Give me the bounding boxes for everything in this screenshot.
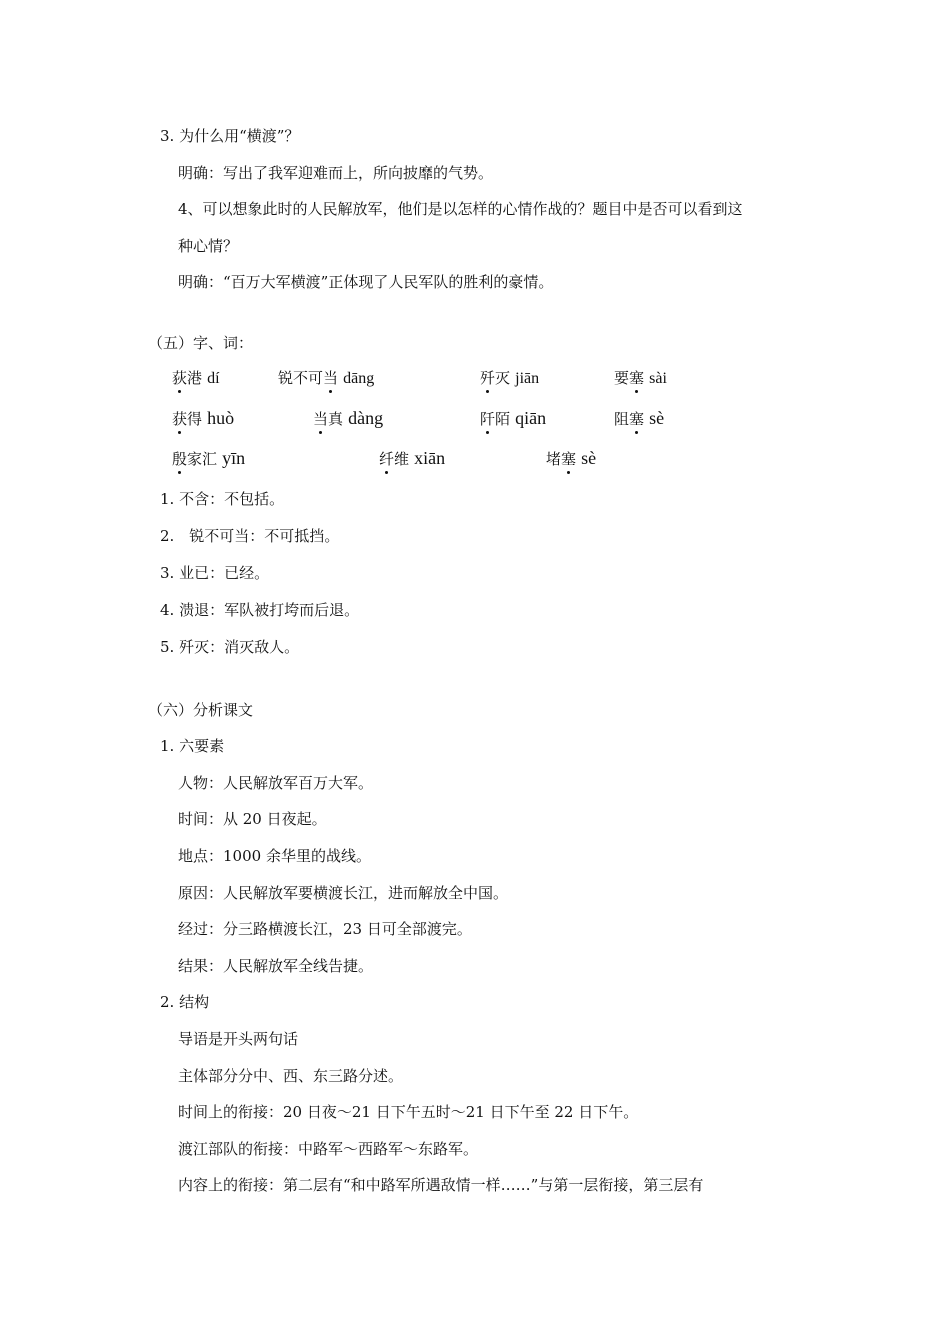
question-4-line-1: 4、可以想象此时的人民解放军，他们是以怎样的心情作战的？题目中是否可以看到这 (178, 200, 743, 218)
definition-item: 1. 不含：不包括。 (160, 490, 285, 508)
answer-4: 明确：“百万大军横渡”正体现了人民军队的胜利的豪情。 (178, 273, 554, 291)
pinyin: huò (207, 408, 235, 428)
element-item: 时间：从 20 日夜起。 (178, 810, 327, 828)
structure-item: 主体部分分中、西、东三路分述。 (178, 1067, 404, 1085)
structure-item: 内容上的衔接：第二层有“和中路军所遇敌情一样……”与第一层衔接，第三层有 (178, 1176, 704, 1194)
definition-item: 2. 锐不可当：不可抵挡。 (160, 527, 340, 545)
section-6-heading: （六）分析课文 (148, 701, 254, 719)
vocab-item: 阡陌 qiān (480, 408, 547, 428)
vocab-item: 纤维 xiān (379, 448, 446, 468)
structure-item: 时间上的衔接：20 日夜～21 日下午五时～21 日下午至 22 日下午。 (178, 1103, 639, 1121)
pinyin: sài (649, 370, 667, 387)
vocab-item: 要塞 sài (614, 369, 667, 387)
pinyin: sè (581, 448, 597, 468)
definition-item: 4. 溃退：军队被打垮而后退。 (160, 601, 360, 619)
vocab-item: 获得 huò (172, 408, 235, 428)
structure-item: 导语是开头两句话 (178, 1030, 299, 1048)
pinyin: qiān (515, 408, 547, 428)
pinyin: jiān (515, 370, 540, 387)
pinyin: yīn (222, 448, 246, 468)
definition-item: 3. 业已：已经。 (160, 564, 270, 582)
question-4-line-2: 种心情？ (178, 237, 239, 255)
vocab-item: 锐不可当 dāng (278, 369, 375, 387)
definition-item: 5. 歼灭：消灭敌人。 (160, 638, 300, 656)
pinyin: dí (207, 370, 220, 387)
pinyin: xiān (414, 448, 446, 468)
element-item: 结果：人民解放军全线告捷。 (178, 957, 374, 975)
pinyin: dāng (343, 370, 375, 387)
vocab-item: 殷家汇 yīn (172, 448, 246, 468)
pinyin: sè (649, 408, 665, 428)
vocab-item: 当真 dàng (313, 408, 384, 428)
question-3: 3. 为什么用“横渡”？ (160, 127, 300, 145)
elements-title: 1. 六要素 (160, 737, 225, 755)
vocab-item: 歼灭 jiān (480, 369, 540, 387)
vocab-item: 阻塞 sè (614, 408, 665, 428)
element-item: 原因：人民解放军要横渡长江，进而解放全中国。 (178, 884, 509, 902)
element-item: 地点：1000 余华里的战线。 (178, 847, 371, 865)
vocab-item: 荻港 dí (172, 369, 220, 387)
vocab-item: 堵塞 sè (546, 448, 597, 468)
element-item: 人物：人民解放军百万大军。 (178, 774, 374, 792)
element-item: 经过：分三路横渡长江，23 日可全部渡完。 (178, 920, 472, 938)
answer-3: 明确：写出了我军迎难而上，所向披靡的气势。 (178, 164, 494, 182)
structure-item: 渡江部队的衔接：中路军～西路军～东路军。 (178, 1140, 479, 1158)
pinyin: dàng (348, 408, 384, 428)
structure-title: 2. 结构 (160, 993, 210, 1011)
section-5-heading: （五）字、词： (148, 334, 254, 352)
